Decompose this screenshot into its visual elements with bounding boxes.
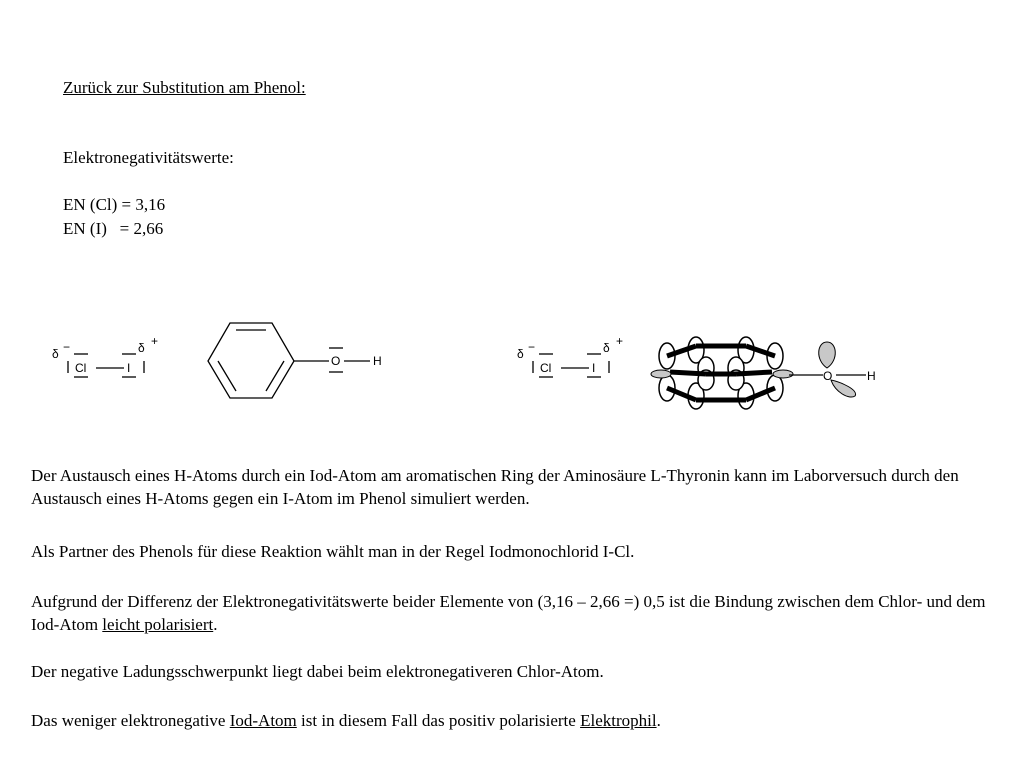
delta-plus-symbol: δ bbox=[603, 341, 610, 355]
plus-sign: + bbox=[151, 334, 159, 348]
p1-text-a: Der Austausch eines H-Atoms durch ein Iod-Atom am aromatischen Ring der Aminosäure bbox=[31, 466, 651, 485]
en-value-cl: EN (Cl) = 3,16 bbox=[63, 195, 166, 214]
plus-sign: + bbox=[616, 334, 624, 348]
paragraph-elektrophil bbox=[31, 709, 1001, 732]
iodine-label: I bbox=[592, 361, 596, 375]
chlorine-label: Cl bbox=[540, 361, 552, 375]
iodine-label: I bbox=[127, 361, 131, 375]
p1-text-b: -Thyronin kann im Laborversuch durch den Austausch eines H-Atoms gegen ein I-Atom im Phenol simuliert werden. bbox=[31, 466, 959, 508]
delta-minus-symbol: δ bbox=[52, 347, 59, 361]
leicht-polarisiert-link[interactable]: leicht polarisiert bbox=[102, 615, 214, 634]
p3-text-c: . bbox=[213, 615, 218, 634]
oxygen-label: O bbox=[331, 354, 341, 368]
p5-text-c: . bbox=[656, 711, 661, 730]
hydrogen-label: H bbox=[867, 369, 876, 383]
delta-plus-symbol: δ bbox=[138, 341, 145, 355]
p3-text-a: Aufgrund der Differenz der Elektronegativitätswerte beider Elemente von (3,16 – 2,66 =) 0,5 ist die Bindung zwischen dem Chlor- und dem Iod-Atom bbox=[31, 592, 986, 634]
en-title: Elektronegativitätswerte: bbox=[63, 148, 234, 167]
aromatic-ring-bonds bbox=[667, 346, 775, 400]
hydrogen-label: H bbox=[373, 354, 382, 368]
p5-text-a: Das weniger elektronegative bbox=[31, 711, 230, 730]
paragraph-thyronin bbox=[31, 464, 1001, 510]
oxygen-label: O bbox=[823, 369, 833, 383]
page-heading: Zurück zur Substitution am Phenol: bbox=[63, 78, 306, 97]
minus-sign: − bbox=[528, 340, 536, 354]
delta-minus-symbol: δ bbox=[517, 347, 524, 361]
elektrophil-link[interactable]: Elektrophil bbox=[580, 711, 657, 730]
paragraph-iodmonochlorid: Als Partner des Phenols für diese Reaktion wählt man in der Regel Iodmonochlorid I-Cl. bbox=[31, 542, 635, 561]
paragraph-polarisation bbox=[31, 590, 1001, 636]
l-prefix: L bbox=[650, 466, 661, 485]
paragraph-ladungsschwerpunkt: Der negative Ladungsschwerpunkt liegt dabei beim elektronegativeren Chlor-Atom. bbox=[31, 662, 604, 681]
minus-sign: − bbox=[63, 340, 71, 354]
chlorine-label: Cl bbox=[75, 361, 87, 375]
icl-phenol-orbital-structure bbox=[505, 330, 890, 415]
p5-text-b: ist in diesem Fall das positiv polarisierte bbox=[296, 711, 581, 730]
icl-phenol-structure bbox=[40, 315, 410, 405]
en-value-i: EN (I) = 2,66 bbox=[63, 219, 164, 238]
iod-atom-link[interactable]: Iod-Atom bbox=[229, 711, 297, 730]
